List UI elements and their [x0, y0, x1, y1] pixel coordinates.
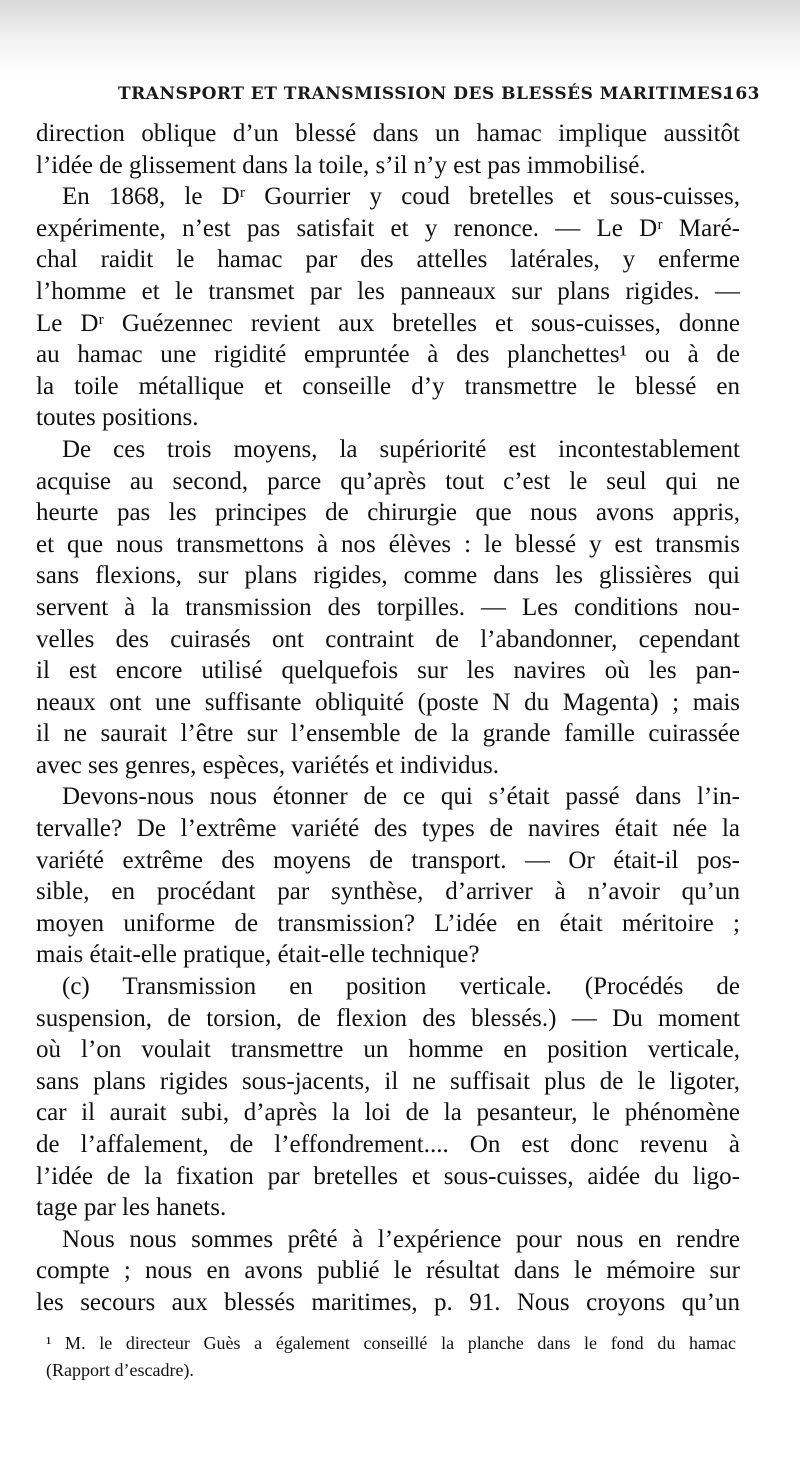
text-line: compte ; nous en avons publié le résultat dans le mémoire sur [36, 1257, 740, 1285]
text-line: chal raidit le hamac par des attelles latérales, y enferme [36, 246, 740, 274]
running-title: TRANSPORT ET TRANSMISSION DES BLESSÉS MARITIMES. [118, 84, 729, 104]
footnote [46, 1330, 736, 1384]
text-line: Le Dʳ Guézennec revient aux bretelles et sous-cuisses, donne [36, 309, 740, 337]
text-line: toutes positions. [36, 404, 199, 432]
text-line: acquise au second, parce qu’après tout c’est le seul qui ne [36, 467, 740, 495]
page-number: 163 [723, 84, 760, 104]
text-line: suspension, de torsion, de flexion des blessés.) — Du moment [36, 1004, 740, 1032]
text-line: l’idée de glissement dans la toile, s’il n’y est pas immobilisé. [36, 151, 646, 179]
text-line: Devons-nous nous étonner de ce qui s’était passé dans l’in- [62, 783, 740, 811]
text-line: avec ses genres, espèces, variétés et individus. [36, 751, 500, 779]
text-line: où l’on voulait transmettre un homme en position verticale, [36, 1036, 740, 1064]
text-line: moyen uniforme de transmission? L’idée en était méritoire ; [36, 909, 740, 937]
text-line: les secours aux blessés maritimes, p. 91. Nous croyons qu’un [36, 1288, 740, 1316]
text-line: la toile métallique et conseille d’y transmettre le blessé en [36, 372, 740, 400]
text-line: sans flexions, sur plans rigides, comme dans les glissières qui [36, 562, 740, 590]
text-line: velles des cuirasés ont contraint de l’abandonner, cependant [36, 625, 740, 653]
text-line: variété extrême des moyens de transport. — Or était-il pos- [36, 846, 740, 874]
running-header [118, 84, 760, 114]
text-line: sans plans rigides sous-jacents, il ne suffisait plus de le ligoter, [36, 1067, 740, 1095]
text-line: expérimente, n’est pas satisfait et y renonce. — Le Dʳ Maré- [36, 214, 740, 242]
text-line: car il aurait subi, d’après la loi de la pesanteur, le phénomène [36, 1099, 740, 1127]
text-line: l’homme et le transmet par les panneaux sur plans rigides. — [36, 277, 740, 305]
text-line: tervalle? De l’extrême variété des types de navires était née la [36, 815, 740, 843]
footnote-line: ¹ M. le directeur Guès a également conseillé la planche dans le fond du hamac [46, 1333, 736, 1353]
text-line: et que nous transmettons à nos élèves : le blessé y est transmis [36, 530, 740, 558]
text-line: En 1868, le Dʳ Gourrier y coud bretelles et sous-cuisses, [62, 183, 740, 211]
text-line: De ces trois moyens, la supériorité est incontestablement [62, 435, 740, 463]
text-line: (c) Transmission en position verticale. (Procédés de [62, 973, 740, 1001]
text-line: il est encore utilisé quelquefois sur les navires où les pan- [36, 657, 740, 685]
text-line: sible, en procédant par synthèse, d’arriver à n’avoir qu’un [36, 878, 740, 906]
text-line: de l’affalement, de l’effondrement.... On est donc revenu à [36, 1131, 740, 1158]
text-line: direction oblique d’un blessé dans un hamac implique aussitôt [36, 120, 740, 147]
text-line: tage par les hanets. [36, 1194, 227, 1222]
text-line: il ne saurait l’être sur l’ensemble de la grande famille cuirassée [36, 720, 740, 748]
text-line: l’idée de la fixation par bretelles et sous-cuisses, aidée du ligo- [36, 1162, 740, 1190]
text-line: Nous nous sommes prêté à l’expérience pour nous en rendre [62, 1225, 740, 1253]
text-line: heurte pas les principes de chirurgie que nous avons appris, [36, 499, 740, 527]
body-text [36, 118, 740, 1319]
text-line: mais était-elle pratique, était-elle technique? [36, 941, 480, 969]
text-line: servent à la transmission des torpilles. — Les conditions nou- [36, 593, 740, 621]
text-line: au hamac une rigidité empruntée à des planchettes¹ ou à de [36, 341, 740, 369]
text-line: neaux ont une suffisante obliquité (poste N du Magenta) ; mais [36, 688, 740, 716]
footnote-line: (Rapport d’escadre). [46, 1360, 194, 1380]
